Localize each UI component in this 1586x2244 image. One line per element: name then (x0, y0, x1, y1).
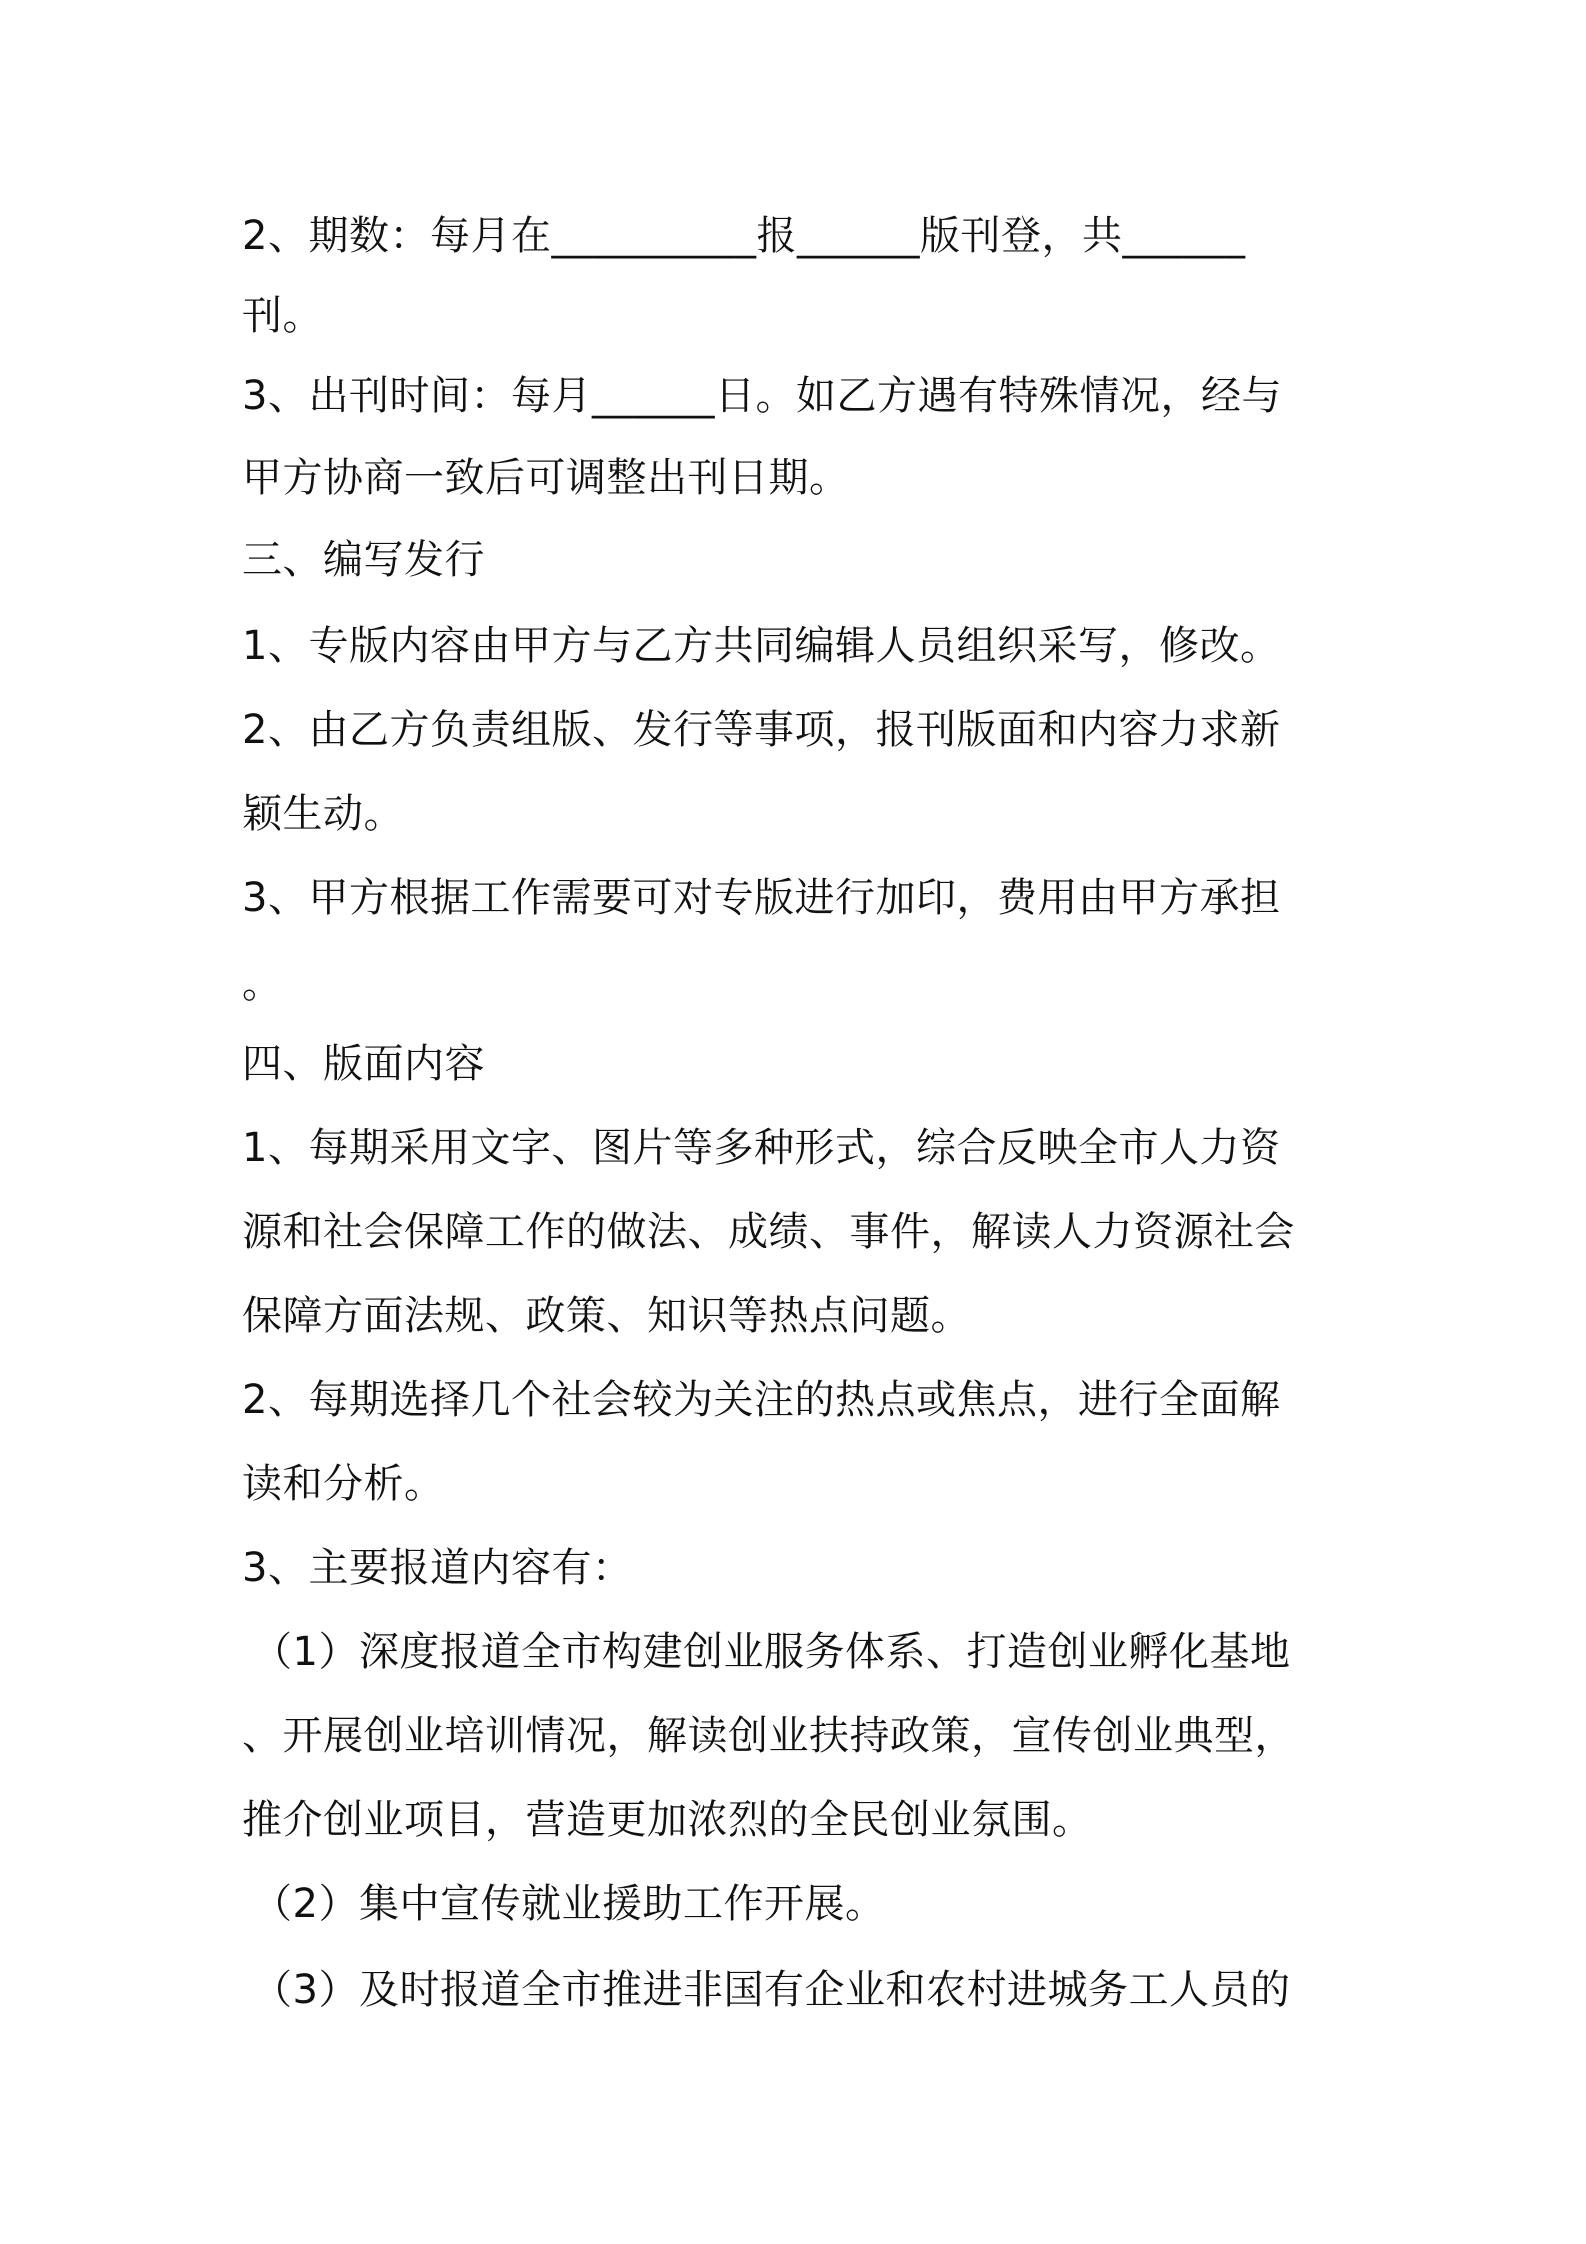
text-line: （2）集中宣传就业援助工作开展。 (252, 1881, 886, 1927)
text-line: 1、专版内容由甲方与乙方共同编辑人员组织采写，修改。 (242, 623, 1281, 669)
text-line: 颖生动。 (242, 791, 404, 837)
text-line: 3、甲方根据工作需要可对专版进行加印，费用由甲方承担 (242, 875, 1281, 921)
text-line: 推介创业项目，营造更加浓烈的全民创业氛围。 (242, 1797, 1093, 1843)
text-line: 、开展创业培训情况，解读创业扶持政策，宣传创业典型， (242, 1713, 1295, 1759)
text-line: 。 (242, 961, 283, 1007)
text-line: （3）及时报道全市推进非国有企业和农村进城务工人员的 (252, 1967, 1291, 2013)
text-line: 2、由乙方负责组版、发行等事项，报刊版面和内容力求新 (242, 707, 1281, 753)
text-line: 1、每期采用文字、图片等多种形式，综合反映全市人力资 (242, 1125, 1281, 1171)
text-line: 3、主要报道内容有： (242, 1545, 633, 1591)
text-line: 2、期数：每月在__________报______版刊登，共______ (242, 213, 1246, 259)
section-heading: 三、编写发行 (242, 537, 485, 583)
text-line: （1）深度报道全市构建创业服务体系、打造创业孵化基地 (252, 1629, 1291, 1675)
section-heading: 四、版面内容 (242, 1041, 485, 1087)
text-line: 源和社会保障工作的做法、成绩、事件，解读人力资源社会 (242, 1209, 1295, 1255)
text-line: 2、每期选择几个社会较为关注的热点或焦点，进行全面解 (242, 1377, 1281, 1423)
text-line: 3、出刊时间：每月______日。如乙方遇有特殊情况，经与 (242, 373, 1282, 419)
text-line: 保障方面法规、政策、知识等热点问题。 (242, 1293, 971, 1339)
text-line: 甲方协商一致后可调整出刊日期。 (242, 455, 850, 501)
text-line: 刊。 (242, 293, 323, 339)
text-line: 读和分析。 (242, 1461, 445, 1507)
